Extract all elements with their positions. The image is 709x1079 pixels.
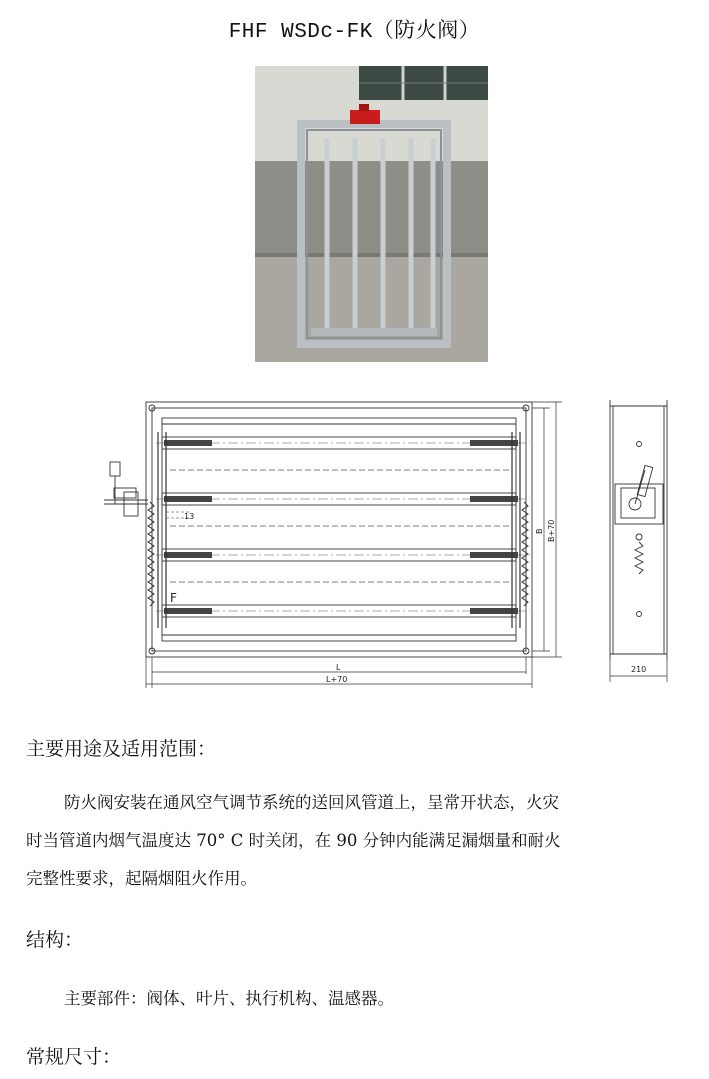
dim-b70: B+70 xyxy=(547,519,556,542)
usage-line-2: 时当管道内烟气温度达 70° C 时关闭，在 90 分钟内能满足漏烟量和耐火 xyxy=(26,831,561,850)
product-photo xyxy=(255,66,488,362)
dim-210: 210 xyxy=(631,665,647,674)
usage-paragraph xyxy=(26,784,666,898)
size-heading: 常规尺寸： xyxy=(26,1046,122,1068)
technical-drawing-front xyxy=(100,392,680,692)
dim-l: L xyxy=(336,663,341,672)
usage-line-3: 完整性要求，起隔烟阻火作用。 xyxy=(26,869,257,888)
label-f: F xyxy=(170,591,177,605)
structure-text: 主要部件：阀体、叶片、执行机构、温感器。 xyxy=(64,989,394,1008)
structure-heading: 结构： xyxy=(26,929,84,951)
page-title: FHF WSDc-FK（防火阀） xyxy=(228,21,481,44)
label-13: 13 xyxy=(184,512,195,521)
dim-b: B xyxy=(535,528,544,534)
usage-line-1: 防火阀安装在通风空气调节系统的送回风管道上，呈常开状态，火灾 xyxy=(64,793,559,812)
technical-drawing-side xyxy=(595,392,685,692)
dim-l70: L+70 xyxy=(326,675,348,684)
usage-heading: 主要用途及适用范围： xyxy=(26,738,217,760)
